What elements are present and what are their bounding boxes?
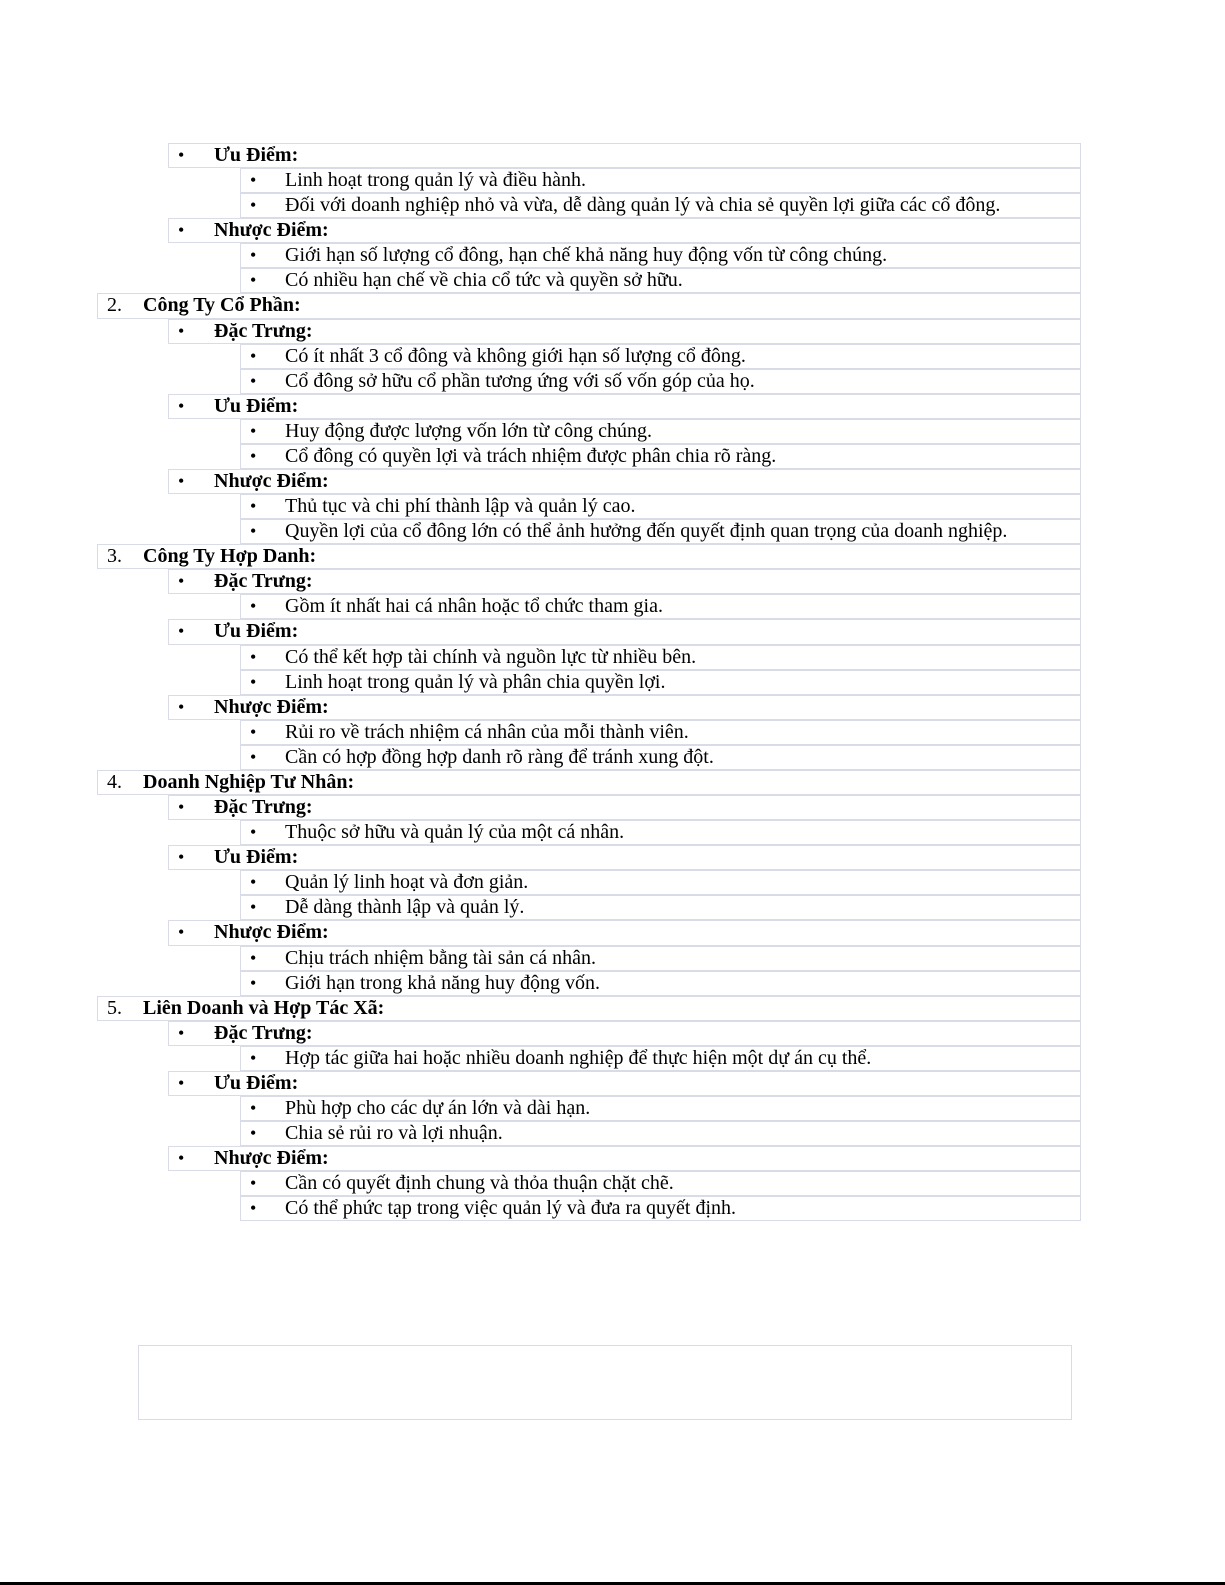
list-item-text: Có ít nhất 3 cổ đông và không giới hạn số lượng cổ đông. [285,344,746,367]
list-item-text: Cổ đông sở hữu cổ phần tương ứng với số vốn góp của họ. [285,369,755,392]
list-item [0,344,1225,369]
list-item-text: Thủ tục và chi phí thành lập và quản lý cao. [285,495,636,518]
list-item [0,168,1225,193]
bullet-icon: • [250,245,257,266]
section-heading [0,293,1225,318]
bullet-icon: • [250,1198,257,1219]
list-item-text: Huy động được lượng vốn lớn từ công chúng. [285,419,652,442]
group-heading-text: Nhược Điểm: [214,921,329,944]
bullet-icon: • [178,696,185,717]
bullet-icon: • [250,646,257,667]
list-item-text: Cần có hợp đồng hợp danh rõ ràng để tránh xung đột. [285,745,714,768]
bullet-icon: • [178,1148,185,1169]
list-item-text: Hợp tác giữa hai hoặc nhiều doanh nghiệp để thực hiện một dự án cụ thể. [285,1046,872,1069]
bullet-icon: • [178,1072,185,1093]
list-item-text: Quyền lợi của cổ đông lớn có thể ảnh hưởng đến quyết định quan trọng của doanh nghiệp. [285,520,1008,543]
list-item [0,720,1225,745]
group-heading [0,920,1225,945]
section-number: 4. [107,770,122,793]
list-item [0,1096,1225,1121]
list-item-text: Rủi ro về trách nhiệm cá nhân của mỗi thành viên. [285,720,689,743]
list-item-text: Có nhiều hạn chế về chia cổ tức và quyền sở hữu. [285,269,683,292]
bullet-icon: • [178,395,185,416]
section-heading-text: Liên Doanh và Hợp Tác Xã: [143,996,385,1019]
group-heading-text: Đặc Trưng: [214,570,313,593]
bullet-icon: • [178,145,185,165]
group-heading [0,569,1225,594]
bullet-icon: • [250,897,257,918]
document-body [0,143,1225,1221]
list-item [0,870,1225,895]
list-item [0,444,1225,469]
bullet-icon: • [250,445,257,466]
list-item [0,519,1225,544]
group-heading-text: Nhược Điểm: [214,1147,329,1170]
list-item [0,369,1225,394]
element-frame [168,619,1081,644]
section-number: 5. [107,996,122,1019]
section-heading-text: Doanh Nghiệp Tư Nhân: [143,770,355,793]
bullet-icon: • [250,596,257,617]
list-item [0,895,1225,920]
bullet-icon: • [250,270,257,291]
bullet-icon: • [178,922,185,943]
group-heading-text: Ưu Điểm: [214,144,299,166]
group-heading [0,695,1225,720]
element-frame [168,394,1081,419]
list-item [0,243,1225,268]
bullet-icon: • [250,1173,257,1194]
bullet-icon: • [250,1047,257,1068]
group-heading-text: Nhược Điểm: [214,219,329,242]
bullet-icon: • [250,947,257,968]
group-heading [0,143,1225,168]
group-heading [0,394,1225,419]
group-heading [0,845,1225,870]
list-item [0,820,1225,845]
bullet-icon: • [250,521,257,542]
list-item [0,268,1225,293]
bullet-icon: • [178,621,185,642]
list-item-text: Gồm ít nhất hai cá nhân hoặc tổ chức tham gia. [285,595,663,618]
list-item-text: Giới hạn trong khả năng huy động vốn. [285,971,600,994]
section-number: 2. [107,294,122,317]
list-item-text: Linh hoạt trong quản lý và điều hành. [285,169,587,192]
list-item-text: Cần có quyết định chung và thỏa thuận chặt chẽ. [285,1172,674,1195]
list-item [0,670,1225,695]
group-heading [0,218,1225,243]
list-item [0,1121,1225,1146]
bullet-icon: • [250,170,257,191]
section-heading [0,544,1225,569]
list-item [0,494,1225,519]
bullet-icon: • [250,872,257,893]
section-number: 3. [107,545,122,568]
group-heading [0,1146,1225,1171]
list-item-text: Chia sẻ rủi ro và lợi nhuận. [285,1122,503,1145]
bullet-icon: • [178,1022,185,1043]
list-item-text: Cổ đông có quyền lợi và trách nhiệm được phân chia rõ ràng. [285,444,777,467]
group-heading [0,1071,1225,1096]
list-item-text: Quản lý linh hoạt và đơn giản. [285,871,529,894]
bullet-icon: • [178,797,185,818]
bullet-icon: • [250,496,257,517]
element-frame [168,845,1081,870]
bullet-icon: • [178,471,185,492]
list-item [0,645,1225,670]
bullet-icon: • [250,721,257,742]
bullet-icon: • [250,370,257,391]
list-item [0,745,1225,770]
group-heading-text: Nhược Điểm: [214,470,329,493]
bullet-icon: • [250,972,257,993]
group-heading-text: Đặc Trưng: [214,1021,313,1044]
group-heading-text: Đặc Trưng: [214,796,313,819]
bullet-icon: • [178,847,185,868]
group-heading [0,795,1225,820]
bullet-icon: • [250,746,257,767]
list-item [0,594,1225,619]
list-item-text: Chịu trách nhiệm bằng tài sản cá nhân. [285,946,597,969]
list-item [0,1171,1225,1196]
bullet-icon: • [250,195,257,216]
bullet-icon: • [178,220,185,241]
bullet-icon: • [250,822,257,843]
footer-text-box [138,1345,1072,1420]
list-item-text: Dễ dàng thành lập và quản lý. [285,896,525,919]
element-frame [168,143,1081,168]
list-item-text: Thuộc sở hữu và quản lý của một cá nhân. [285,821,625,844]
group-heading-text: Nhược Điểm: [214,695,329,718]
list-item-text: Linh hoạt trong quản lý và phân chia quyền lợi. [285,670,666,693]
group-heading-text: Ưu Điểm: [214,620,299,643]
group-heading-text: Ưu Điểm: [214,394,299,417]
bullet-icon: • [178,320,185,341]
group-heading [0,469,1225,494]
list-item [0,1046,1225,1071]
section-heading-text: Công Ty Hợp Danh: [143,545,317,568]
group-heading [0,319,1225,344]
group-heading-text: Ưu Điểm: [214,846,299,869]
bullet-icon: • [250,1097,257,1118]
group-heading [0,1021,1225,1046]
list-item [0,1196,1225,1221]
bullet-icon: • [250,1123,257,1144]
bullet-icon: • [178,571,185,592]
section-heading-text: Công Ty Cổ Phần: [143,294,301,317]
list-item [0,419,1225,444]
list-item [0,193,1225,218]
list-item-text: Đối với doanh nghiệp nhỏ và vừa, dễ dàng quản lý và chia sẻ quyền lợi giữa các cổ đông. [285,194,1001,217]
section-heading [0,996,1225,1021]
list-item-text: Có thể phức tạp trong việc quản lý và đưa ra quyết định. [285,1197,737,1220]
section-heading [0,770,1225,795]
list-item [0,946,1225,971]
group-heading [0,619,1225,644]
list-item-text: Có thể kết hợp tài chính và nguồn lực từ nhiều bên. [285,645,697,668]
element-frame [168,1071,1081,1096]
group-heading-text: Ưu Điểm: [214,1071,299,1094]
group-heading-text: Đặc Trưng: [214,319,313,342]
list-item-text: Phù hợp cho các dự án lớn và dài hạn. [285,1096,591,1119]
bullet-icon: • [250,420,257,441]
list-item [0,971,1225,996]
bullet-icon: • [250,671,257,692]
bullet-icon: • [250,345,257,366]
list-item-text: Giới hạn số lượng cổ đông, hạn chế khả năng huy động vốn từ công chúng. [285,244,888,267]
